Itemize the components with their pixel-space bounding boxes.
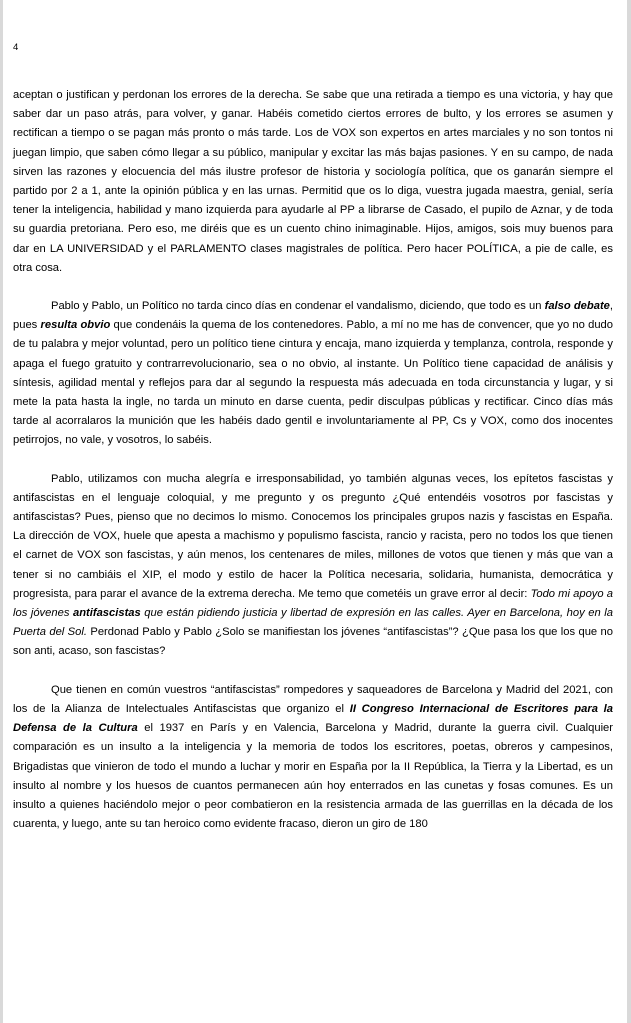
page-right-edge xyxy=(627,0,631,1023)
paragraph-1: aceptan o justifican y perdonan los errores de la derecha. Se sabe que una retirada a tiempo es una victoria, y hay que saber dar un paso atrás, para volver, y ganar. Habéis cometido ciertos errores de bulto, y los errores se asumen y rectifican a tiempo o se pagan más pronto o más tarde. Los de VOX son expertos en artes marciales y no son tontos ni juegan limpio, que saben cómo llegar a su público, manipular y excitar las más bajas pasiones. Y en su campo, de nada sirven las razones y elocuencia del más ilustre profesor de historia y sociología política, que os ganarán siempre el partido por 2 a 1, ante la opinión pública y en las urnas. Permitid que os lo diga, vuestra jugada maestra, genial, sería tener la inteligencia, habilidad y mano izquierda para ayudarle al PP a librarse de Casado, el pupilo de Aznar, y de toda su guardia pretoriana. Pero eso, me diréis que es un cuento chino inimaginable. Hijos, amigos, sois muy buenos para dar en LA UNIVERSIDAD y el PARLAMENTO clases magistrales de política. Pero hacer POLÍTICA, a pie de calle, es otra cosa. xyxy=(13,89,613,274)
page-number: 4 xyxy=(13,42,19,53)
paragraph-3: Pablo, utilizamos con mucha alegría e irresponsabilidad, yo también algunas veces, los epítetos fascistas y antifascistas en el lenguaje coloquial, y me pregunto y os pregunto ¿Qué entendéis vosotros por fascistas y antifascistas? Pues, pienso que no decimos lo mismo. Conocemos los principales grupos nazis y fascistas en España. La dirección de VOX, huele que apesta a machismo y populismo fascista, rancio y racista, pero no todos los que tienen el carnet de VOX son fascistas, y aún menos, los centenares de miles, millones de votos que tienen y más que van a tener si no cambiáis el XIP, el modo y estilo de hacer la Política necesaria, solidaria, humanista, democrática y progresista, para parar el avance de la extrema derecha. Me temo que cometéis un grave error al decir: Todo mi apoyo a los jóvenes antifascistas que están pidiendo justicia y libertad de expresión en las calles. Ayer en Barcelona, hoy en la Puerta del Sol. Perdonad Pablo y Pablo ¿Solo se manifiestan los jóvenes “antifascistas”? ¿Que pasa los que los que no son anti, acaso, son fascistas? xyxy=(13,472,614,658)
paragraph-4: Que tienen en común vuestros “antifascistas” rompedores y saqueadores de Barcelona y Madrid del 2021, con los de la Alianza de Intelectuales Antifascistas que organizo el II Congreso Internacional de Escritores para la Defensa de la Cultura el 1937 en París y en Valencia, Barcelona y Madrid, durante la guerra civil. Cualquier comparación es un insulto a la inteligencia y la memoria de todos los escritores, poetas, obreros y campesinos, Brigadistas que vinieron de todo el mundo a luchar y morir en España por la II República, la Tierra y la Libertad, es un insulto al nombre y los huesos de cuantos permanecen aún hoy enterrados en las cunetas y fosas comunes. Es un insulto a quienes haciéndolo mejor o peor combatieron en la resistencia armada de las guerrillas en la década de los cuarenta, y luego, ante su tan heroico como evidente fracaso, dieron un giro de 180 xyxy=(13,683,613,831)
page-left-edge xyxy=(0,0,3,1023)
page-content xyxy=(13,0,613,834)
paragraph-2: Pablo y Pablo, un Político no tarda cinco días en condenar el vandalismo, diciendo, que todo es un falso debate, pues resulta obvio que condenáis la quema de los contenedores. Pablo, a mí no me has de convencer, que yo no dudo de tu palabra y mejor voluntad, pero un político tiene cintura y encaja, mano izquierda y templanza, controla, responde y apaga el fuego gratuito y contrarrevolucionario, sea o no obvio, al instante. Un Político tiene capacidad de análisis y síntesis, agilidad mental y reflejos para dar al segundo la respuesta más adecuada en toda circunstancia y lugar, y si mete la pata hasta la ingle, no tarda un minuto en darse cuenta, pedir disculpas públicas y rectificar. Cinco días más tarde al acorralaros la munición que les habéis dado gentil e involuntariamente al PP, Cs y VOX, como dos inocentes petirrojos, no vale, y vosotros, lo sabéis. xyxy=(13,300,614,447)
